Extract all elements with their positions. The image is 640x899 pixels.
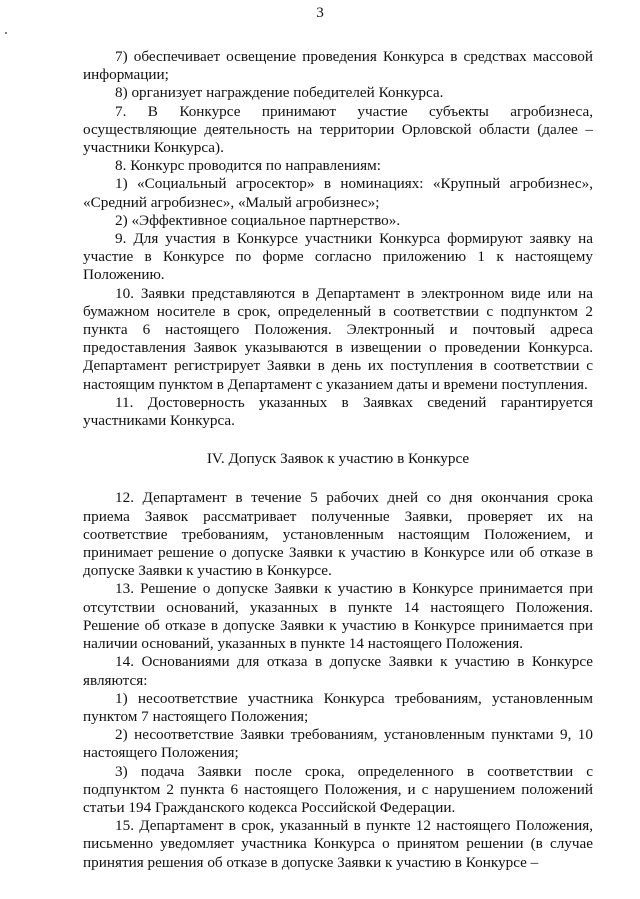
- paragraph-8-1: 1) «Социальный агросектор» в номинациях: «Крупный агробизнес», «Средний агробизнес», «Малый агробизнес»;: [83, 175, 593, 211]
- paragraph-14-2: 2) несоответствие Заявки требованиям, установленным пунктами 9, 10 настоящего Положения;: [83, 726, 593, 762]
- paragraph-13: 13. Решение о допуске Заявки к участию в Конкурсе принимается при отсутствии оснований, указанных в пункте 14 настоящего Положения. Решение об отказе в допуске Заявки к участию в Конкурсе принимается при наличии оснований, указанных в пункте 14 настоящего Положения.: [83, 580, 593, 653]
- paragraph-14-3: 3) подача Заявки после срока, определенного в соответствии с подпунктом 2 пункта 6 настоящего Положения, и с нарушением положений статьи 194 Гражданского кодекса Российской Федерации.: [83, 762, 593, 816]
- scan-speck: [5, 32, 7, 34]
- paragraph-11: 11. Достоверность указанных в Заявках сведений гарантируется участниками Конкурса.: [83, 393, 593, 430]
- paragraph-15: 15. Департамент в срок, указанный в пункте 12 настоящего Положения, письменно уведомляет участника Конкурса о принятом решении (в случае принятия решения об отказе в допуске Заявки к участию в Конкурсе –: [83, 817, 593, 871]
- paragraph-7-8: 8) организует награждение победителей Конкурса.: [115, 84, 444, 102]
- section-heading: IV. Допуск Заявок к участию в Конкурсе: [206, 450, 470, 468]
- paragraph-9: 9. Для участия в Конкурсе участники Конкурса формируют заявку на участие в Конкурсе по форме согласно приложению 1 к настоящему Положению.: [83, 230, 593, 284]
- page-number: 3: [316, 4, 324, 21]
- paragraph-14: 14. Основаниями для отказа в допуске Заявки к участию в Конкурсе являются:: [83, 653, 593, 689]
- paragraph-12: 12. Департамент в течение 5 рабочих дней со дня окончания срока приема Заявок рассматривает полученные Заявки, проверяет их на соответствие требованиям, установленным настоящим Положением, и принимает решение о допуске Заявки к участию в Конкурсе или об отказе в допуске Заявки к участию в Конкурсе.: [83, 489, 593, 580]
- paragraph-14-1: 1) несоответствие участника Конкурса требованиям, установленным пунктом 7 настоящего Положения;: [83, 689, 593, 725]
- paragraph-7: 7. В Конкурсе принимают участие субъекты агробизнеса, осуществляющие деятельность на территории Орловской области (далее – участники Конкурса).: [83, 102, 593, 157]
- document-body: [83, 48, 593, 872]
- paragraph-8-2: 2) «Эффективное социальное партнерство».: [115, 211, 401, 229]
- paragraph-7-7: 7) обеспечивает освещение проведения Конкурса в средствах массовой информации;: [83, 48, 593, 84]
- paragraph-10: 10. Заявки представляются в Департамент в электронном виде или на бумажном носителе в срок, определенный в соответствии с подпунктом 2 пункта 6 настоящего Положения. Электронный и почтовый адреса предоставления Заявок указываются в извещении о проведении Конкурса. Департамент регистрирует Заявки в день их поступления в соответствии с настоящим пунктом в Департамент с указанием даты и времени поступления.: [83, 284, 593, 393]
- paragraph-8: 8. Конкурс проводится по направлениям:: [115, 157, 381, 175]
